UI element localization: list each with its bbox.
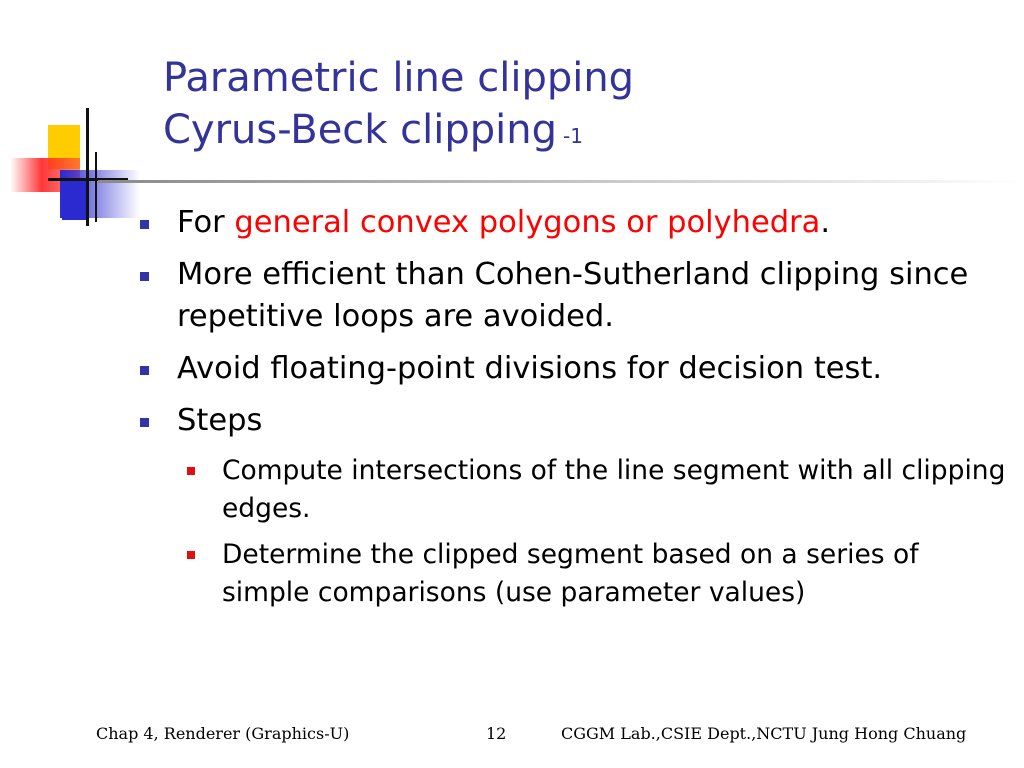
slide-title <box>163 52 634 162</box>
bullet-text: For <box>177 205 235 240</box>
decorative-logo-graphic <box>0 100 150 240</box>
bullet-item: More efficient than Cohen-Sutherland clipping since repetitive loops are avoided. <box>140 254 1010 338</box>
bullet-item <box>140 202 1010 244</box>
title-line-1: Parametric line clipping <box>163 55 635 101</box>
bullet-item: Steps <box>140 400 1010 442</box>
title-line-2: Cyrus-Beck clipping <box>163 107 558 153</box>
bullet-list <box>140 202 1010 620</box>
footer-page-number: 12 <box>486 724 507 743</box>
highlighted-text: general convex polygons or polyhedra <box>234 205 821 240</box>
footer-author: CGGM Lab.,CSIE Dept.,NCTU Jung Hong Chuang <box>561 724 967 743</box>
title-suffix: -1 <box>563 124 583 148</box>
sub-bullet-item: Determine the clipped segment based on a series of simple comparisons (use parameter values) <box>187 536 1010 612</box>
footer-chapter: Chap 4, Renderer (Graphics-U) <box>96 724 350 743</box>
sub-bullet-item: Compute intersections of the line segment with all clipping edges. <box>187 452 1010 528</box>
bullet-text-end: . <box>820 205 831 240</box>
bullet-item: Avoid floating-point divisions for decision test. <box>140 348 1010 390</box>
title-divider <box>98 180 1024 183</box>
